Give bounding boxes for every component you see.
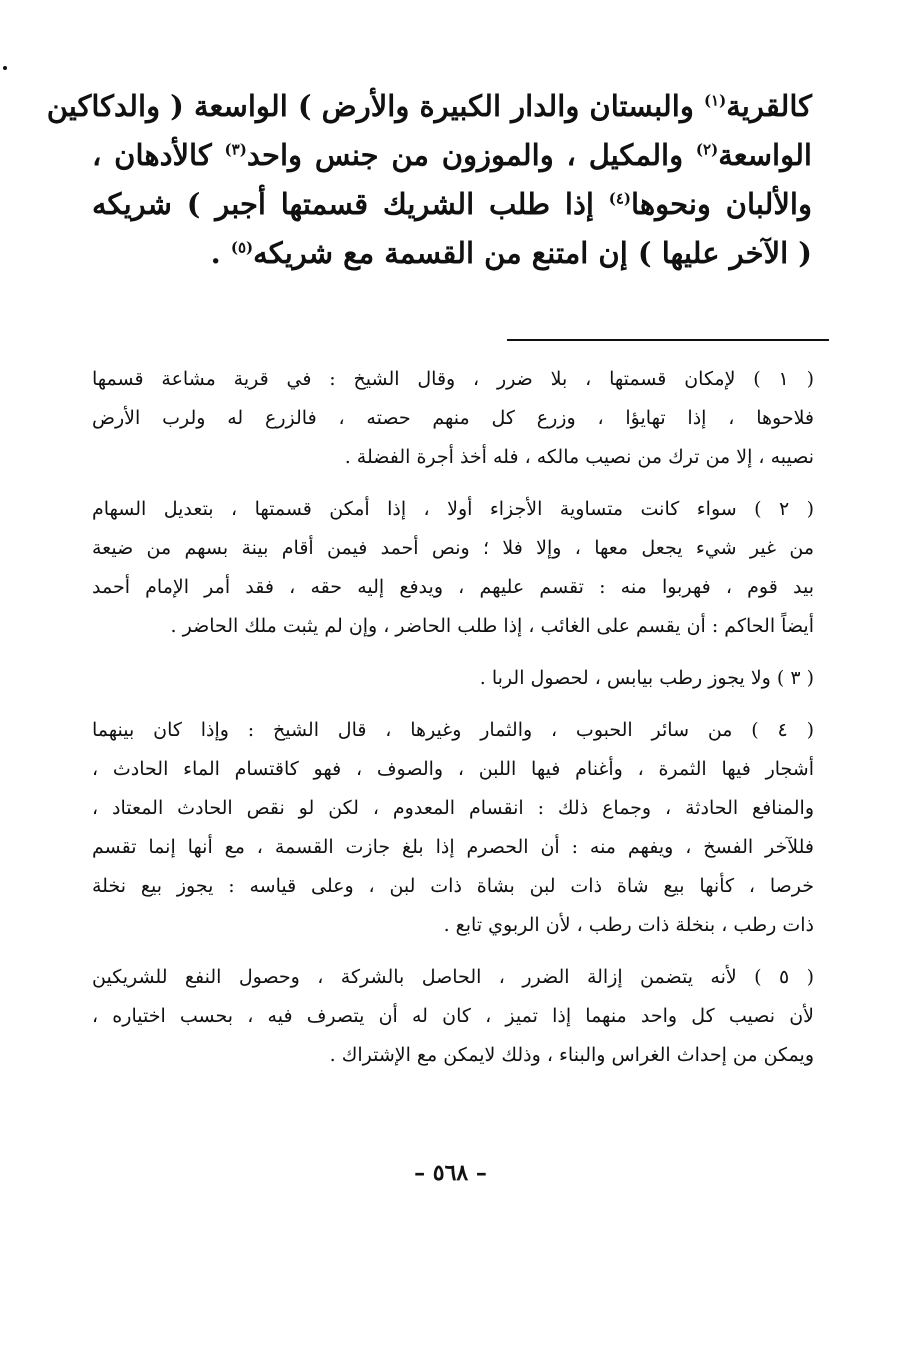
footnote-line: من غير شيء يجعل معها ، وإلا فلا ؛ ونص أحمد فيمن أقام بينة بسهم من ضيعة <box>92 537 814 559</box>
footnote-ref-5[interactable]: (٥) <box>230 238 254 257</box>
footnote-ref-2[interactable]: (٢) <box>695 140 719 159</box>
footnote-ref-3[interactable]: (٣) <box>224 140 247 159</box>
footnote-line: ( ٥ ) لأنه يتضمن إزالة الضرر ، الحاصل بالشركة ، وحصول النفع للشريكين <box>92 966 815 988</box>
footnotes <box>92 360 814 1088</box>
main-text-segment: كالقرية <box>726 89 812 123</box>
footnote-line: ويمكن من إحداث الغراس والبناء ، وذلك لايمكن مع الإشتراك . <box>329 1044 814 1066</box>
footnote-line: أيضاً الحاكم : أن يقسم على الغائب ، إذا طلب الحاضر ، وإن لم يثبت ملك الحاضر . <box>170 615 814 637</box>
footnote-line: خرصا ، كأنها بيع شاة ذات لبن بشاة ذات لبن ، وعلى قياسه : يجوز بيع نخلة <box>92 875 814 897</box>
main-text-segment: والألبان ونحوها <box>631 187 812 221</box>
footnote-line: ( ٣ ) ولا يجوز رطب بيابس ، لحصول الربا . <box>479 667 814 689</box>
footnote-line: لأن نصيب كل واحد منهما إذا تميز ، كان له أن يتصرف فيه ، بحسب اختياره ، <box>92 1005 814 1027</box>
footnote-separator <box>507 339 829 341</box>
main-line-4 <box>92 229 812 278</box>
footnote-line: ( ٤ ) من سائر الحبوب ، والثمار وغيرها ، قال الشيخ : وإذا كان بينهما <box>92 719 815 741</box>
margin-mark <box>3 66 7 70</box>
footnote-5 <box>92 958 814 1075</box>
main-text-segment: ( الآخر عليها ) إن امتنع من القسمة مع شريكه <box>253 236 812 270</box>
main-text-segment: الواسعة <box>718 138 812 172</box>
footnote-line: ( ٢ ) سواء كانت متساوية الأجزاء أولا ، إذا أمكن قسمتها ، بتعديل السهام <box>92 498 814 520</box>
main-line-1 <box>46 82 812 131</box>
footnote-3 <box>92 659 814 698</box>
footnote-ref-1[interactable]: (١) <box>703 91 727 110</box>
main-text-segment: والبستان والدار الكبيرة والأرض ) الواسعة ( والدكاكين <box>46 89 694 123</box>
footnote-2 <box>92 490 814 646</box>
main-text-segment: كالأدهان ، <box>92 138 212 172</box>
main-text-segment: والمكيل ، والموزون من جنس واحد <box>246 138 684 172</box>
footnote-1 <box>92 360 814 477</box>
footnote-line: والمنافع الحادثة ، وجماع ذلك : انقسام المعدوم ، لكن لو نقص الحادث المعتاد ، <box>92 797 814 819</box>
main-text <box>46 82 812 278</box>
footnote-ref-4[interactable]: (٤) <box>608 189 631 208</box>
footnote-line: ( ١ ) لإمكان قسمتها ، بلا ضرر ، وقال الشيخ : في قرية مشاعة قسمها <box>92 368 814 390</box>
footnote-line: فللآخر الفسخ ، ويفهم منه : أن الحصرم إذا بلغ جازت القسمة ، مع أنها إنما تقسم <box>92 836 814 858</box>
main-text-segment: . <box>210 236 231 270</box>
footnote-4 <box>92 711 814 945</box>
main-line-2 <box>92 131 812 180</box>
footnote-line: نصيبه ، إلا من ترك من نصيب مالكه ، فله أخذ أجرة الفضلة . <box>344 446 814 468</box>
footnote-line: أشجار فيها الثمرة ، وأغنام فيها اللبن ، والصوف ، فهو كاقتسام الماء الحادث ، <box>92 758 814 780</box>
footnote-line: فلاحوها ، إذا تهايؤا ، وزرع كل منهم حصته ، فالزرع له ولرب الأرض <box>92 407 814 429</box>
main-line-3 <box>92 180 812 229</box>
footnote-line: ذات رطب ، بنخلة ذات رطب ، لأن الربوي تابع . <box>443 914 814 936</box>
page-number: – ٥٦٨ – <box>414 1160 487 1186</box>
footnote-line: بيد قوم ، فهربوا منه : تقسم عليهم ، ويدفع إليه حقه ، فقد أمر الإمام أحمد <box>92 576 814 598</box>
main-text-segment: إذا طلب الشريك قسمتها أجبر ) شريكه <box>92 187 594 221</box>
